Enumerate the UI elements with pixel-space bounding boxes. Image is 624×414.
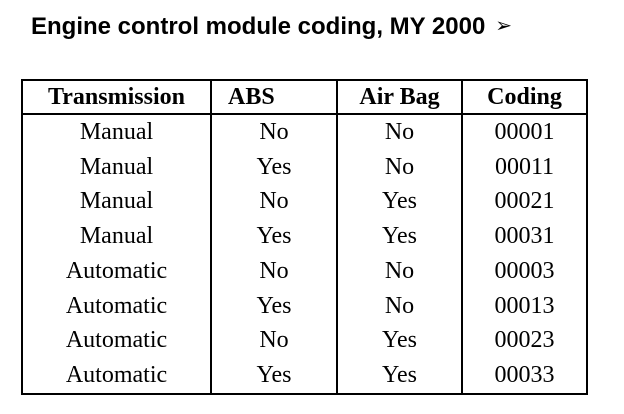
cell-transmission: Automatic (65, 327, 168, 354)
cell-coding: 00021 (462, 185, 587, 220)
cell-abs: No (211, 254, 337, 289)
cell-coding: 00011 (462, 150, 587, 185)
cell-abs: Yes (211, 150, 337, 185)
table-row (22, 254, 587, 289)
header-abs: ABS (211, 80, 337, 114)
cell-air-bag: Yes (337, 219, 462, 254)
cell-air-bag: No (337, 289, 462, 324)
cell-air-bag: Yes (337, 323, 462, 358)
page-title (31, 9, 512, 44)
table-row (22, 185, 587, 220)
header-air-bag: Air Bag (337, 80, 462, 114)
table-row (22, 114, 587, 150)
cell-abs: Yes (211, 219, 337, 254)
cell-transmission: Manual (79, 223, 154, 250)
table-row (22, 289, 587, 324)
cell-transmission: Manual (79, 188, 154, 215)
cell-coding: 00001 (462, 114, 587, 150)
coding-table (21, 79, 588, 395)
table-row (22, 219, 587, 254)
cell-air-bag: No (337, 254, 462, 289)
cell-transmission: Automatic (65, 257, 168, 284)
cell-abs: Yes (211, 358, 337, 394)
cell-air-bag: Yes (337, 358, 462, 394)
header-coding: Coding (462, 80, 587, 114)
cell-air-bag: No (337, 150, 462, 185)
cell-coding: 00013 (462, 289, 587, 324)
page-title-text: Engine control module coding, MY 2000 (31, 13, 486, 40)
cell-coding: 00003 (462, 254, 587, 289)
table-header-row (22, 80, 587, 114)
cell-air-bag: No (337, 114, 462, 150)
cell-coding: 00033 (462, 358, 587, 394)
arrowhead-right-icon: ➢ (495, 15, 513, 37)
table-row (22, 323, 587, 358)
header-transmission: Transmission (22, 80, 211, 114)
cell-transmission: Automatic (65, 362, 168, 389)
table-row (22, 358, 587, 394)
cell-transmission: Manual (79, 118, 154, 145)
cell-transmission: Manual (79, 153, 154, 180)
cell-air-bag: Yes (337, 185, 462, 220)
cell-transmission: Automatic (65, 292, 168, 319)
table-row (22, 150, 587, 185)
cell-abs: Yes (211, 289, 337, 324)
cell-coding: 00023 (462, 323, 587, 358)
cell-coding: 00031 (462, 219, 587, 254)
cell-abs: No (211, 114, 337, 150)
cell-abs: No (211, 323, 337, 358)
cell-abs: No (211, 185, 337, 220)
